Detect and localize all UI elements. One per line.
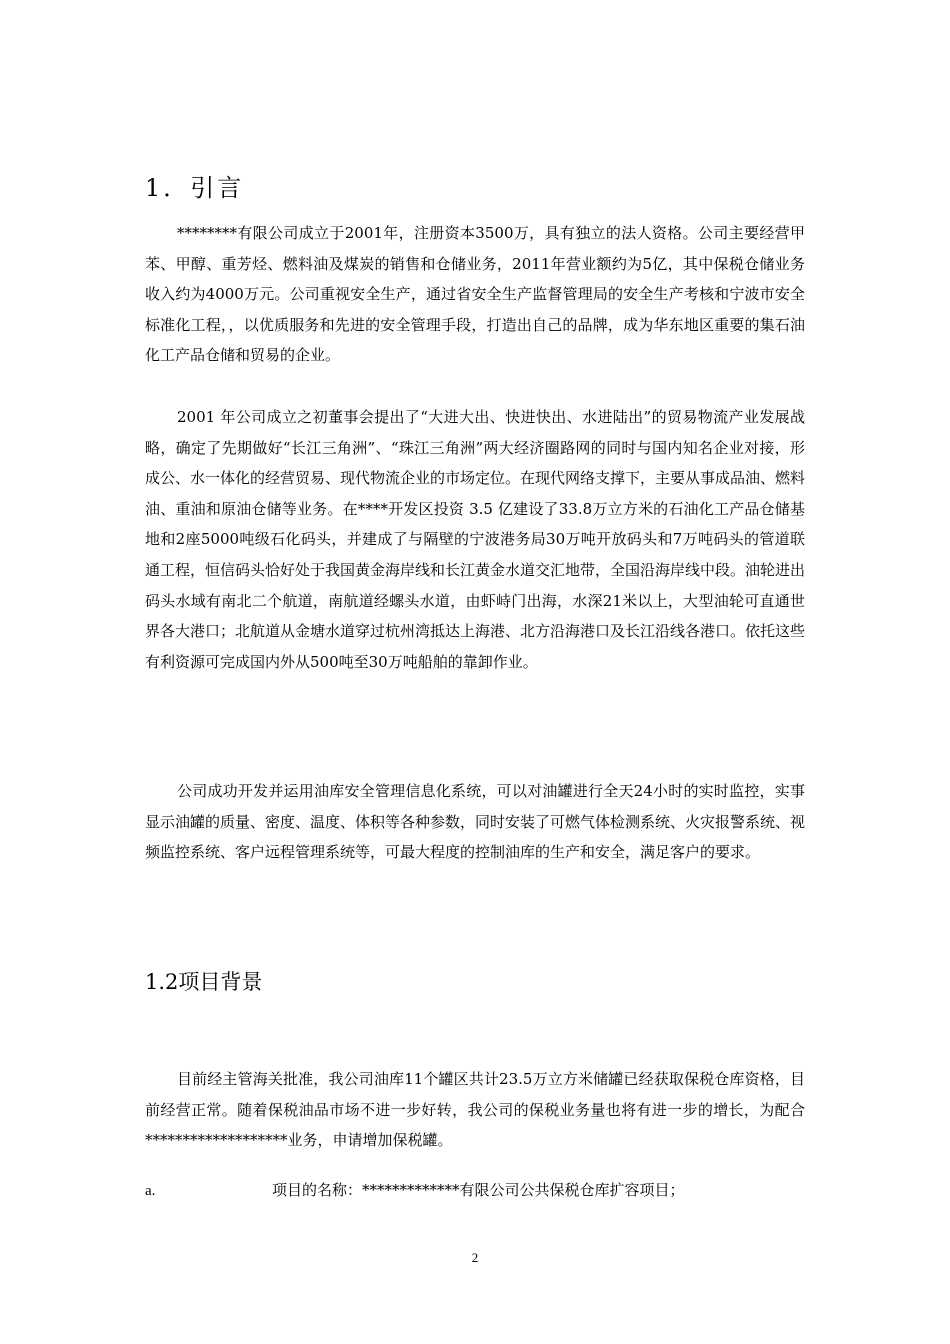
background-paragraph: 目前经主管海关批准，我公司油库11个罐区共计23.5万立方米储罐已经获取保税仓库资格，目前经营正常。随着保税油品市场不进一步好转，我公司的保税业务量也将有进一步的增长，为配合*******************业务，申请增加保税罐。 (145, 1070, 805, 1150)
section-heading-background: 1.2项目背景 (145, 970, 263, 994)
intro-paragraph-3: 公司成功开发并运用油库安全管理信息化系统，可以对油罐进行全天24小时的实时监控，实事显示油罐的质量、密度、温度、体积等各种参数，同时安装了可燃气体检测系统、火灾报警系统、视频监控系统、客户远程管理系统等，可最大程度的控制油库的生产和安全，满足客户的要求。 (145, 782, 806, 862)
list-item (145, 1179, 685, 1200)
list-item-text: 项目的名称：*************有限公司公共保税仓库扩容项目； (272, 1181, 685, 1199)
intro-paragraph-2: 2001 年公司成立之初董事会提出了“大进大出、快进快出、水进陆出”的贸易物流产业发展战略，确定了先期做好“长江三角洲”、“珠江三角洲”两大经济圈路网的同时与国内知名企业对接，形成公、水一体化的经营贸易、现代物流企业的市场定位。在现代网络支撑下，主要从事成品油、燃料油、重油和原油仓储等业务。在****开发区投资 3.5 亿建设了33.8万立方米的石油化工产品仓储基地和2座5000吨级石化码头，并建成了与隔壁的宁波港务局30万吨开放码头和7万吨码头的管道联通工程，恒信码头恰好处于我国黄金海岸线和长江黄金水道交汇地带，全国沿海岸线中段。油轮进出码头水域有南北二个航道，南航道经螺头水道，由虾峙门出海，水深21米以上，大型油轮可直通世界各大港口；北航道从金塘水道穿过杭州湾抵达上海港、北方沿海港口及长江沿线各港口。依托这些有利资源可完成国内外从500吨至30万吨船舶的靠卸作业。 (145, 408, 806, 671)
section-heading-intro: 1．引言 (145, 174, 245, 202)
intro-paragraph-1: ********有限公司成立于2001年，注册资本3500万，具有独立的法人资格。公司主要经营甲苯、甲醇、重芳烃、燃料油及煤炭的销售和仓储业务，2011年营业额约为5亿，其中保税仓储业务收入约为4000万元。公司重视安全生产，通过省安全生产监督管理局的安全生产考核和宁波市安全标准化工程，，以优质服务和先进的安全管理手段，打造出自己的品牌，成为华东地区重要的集石油化工产品仓储和贸易的企业。 (145, 224, 805, 365)
list-item-marker: a. (145, 1183, 156, 1199)
page-number: 2 (471, 1250, 479, 1265)
